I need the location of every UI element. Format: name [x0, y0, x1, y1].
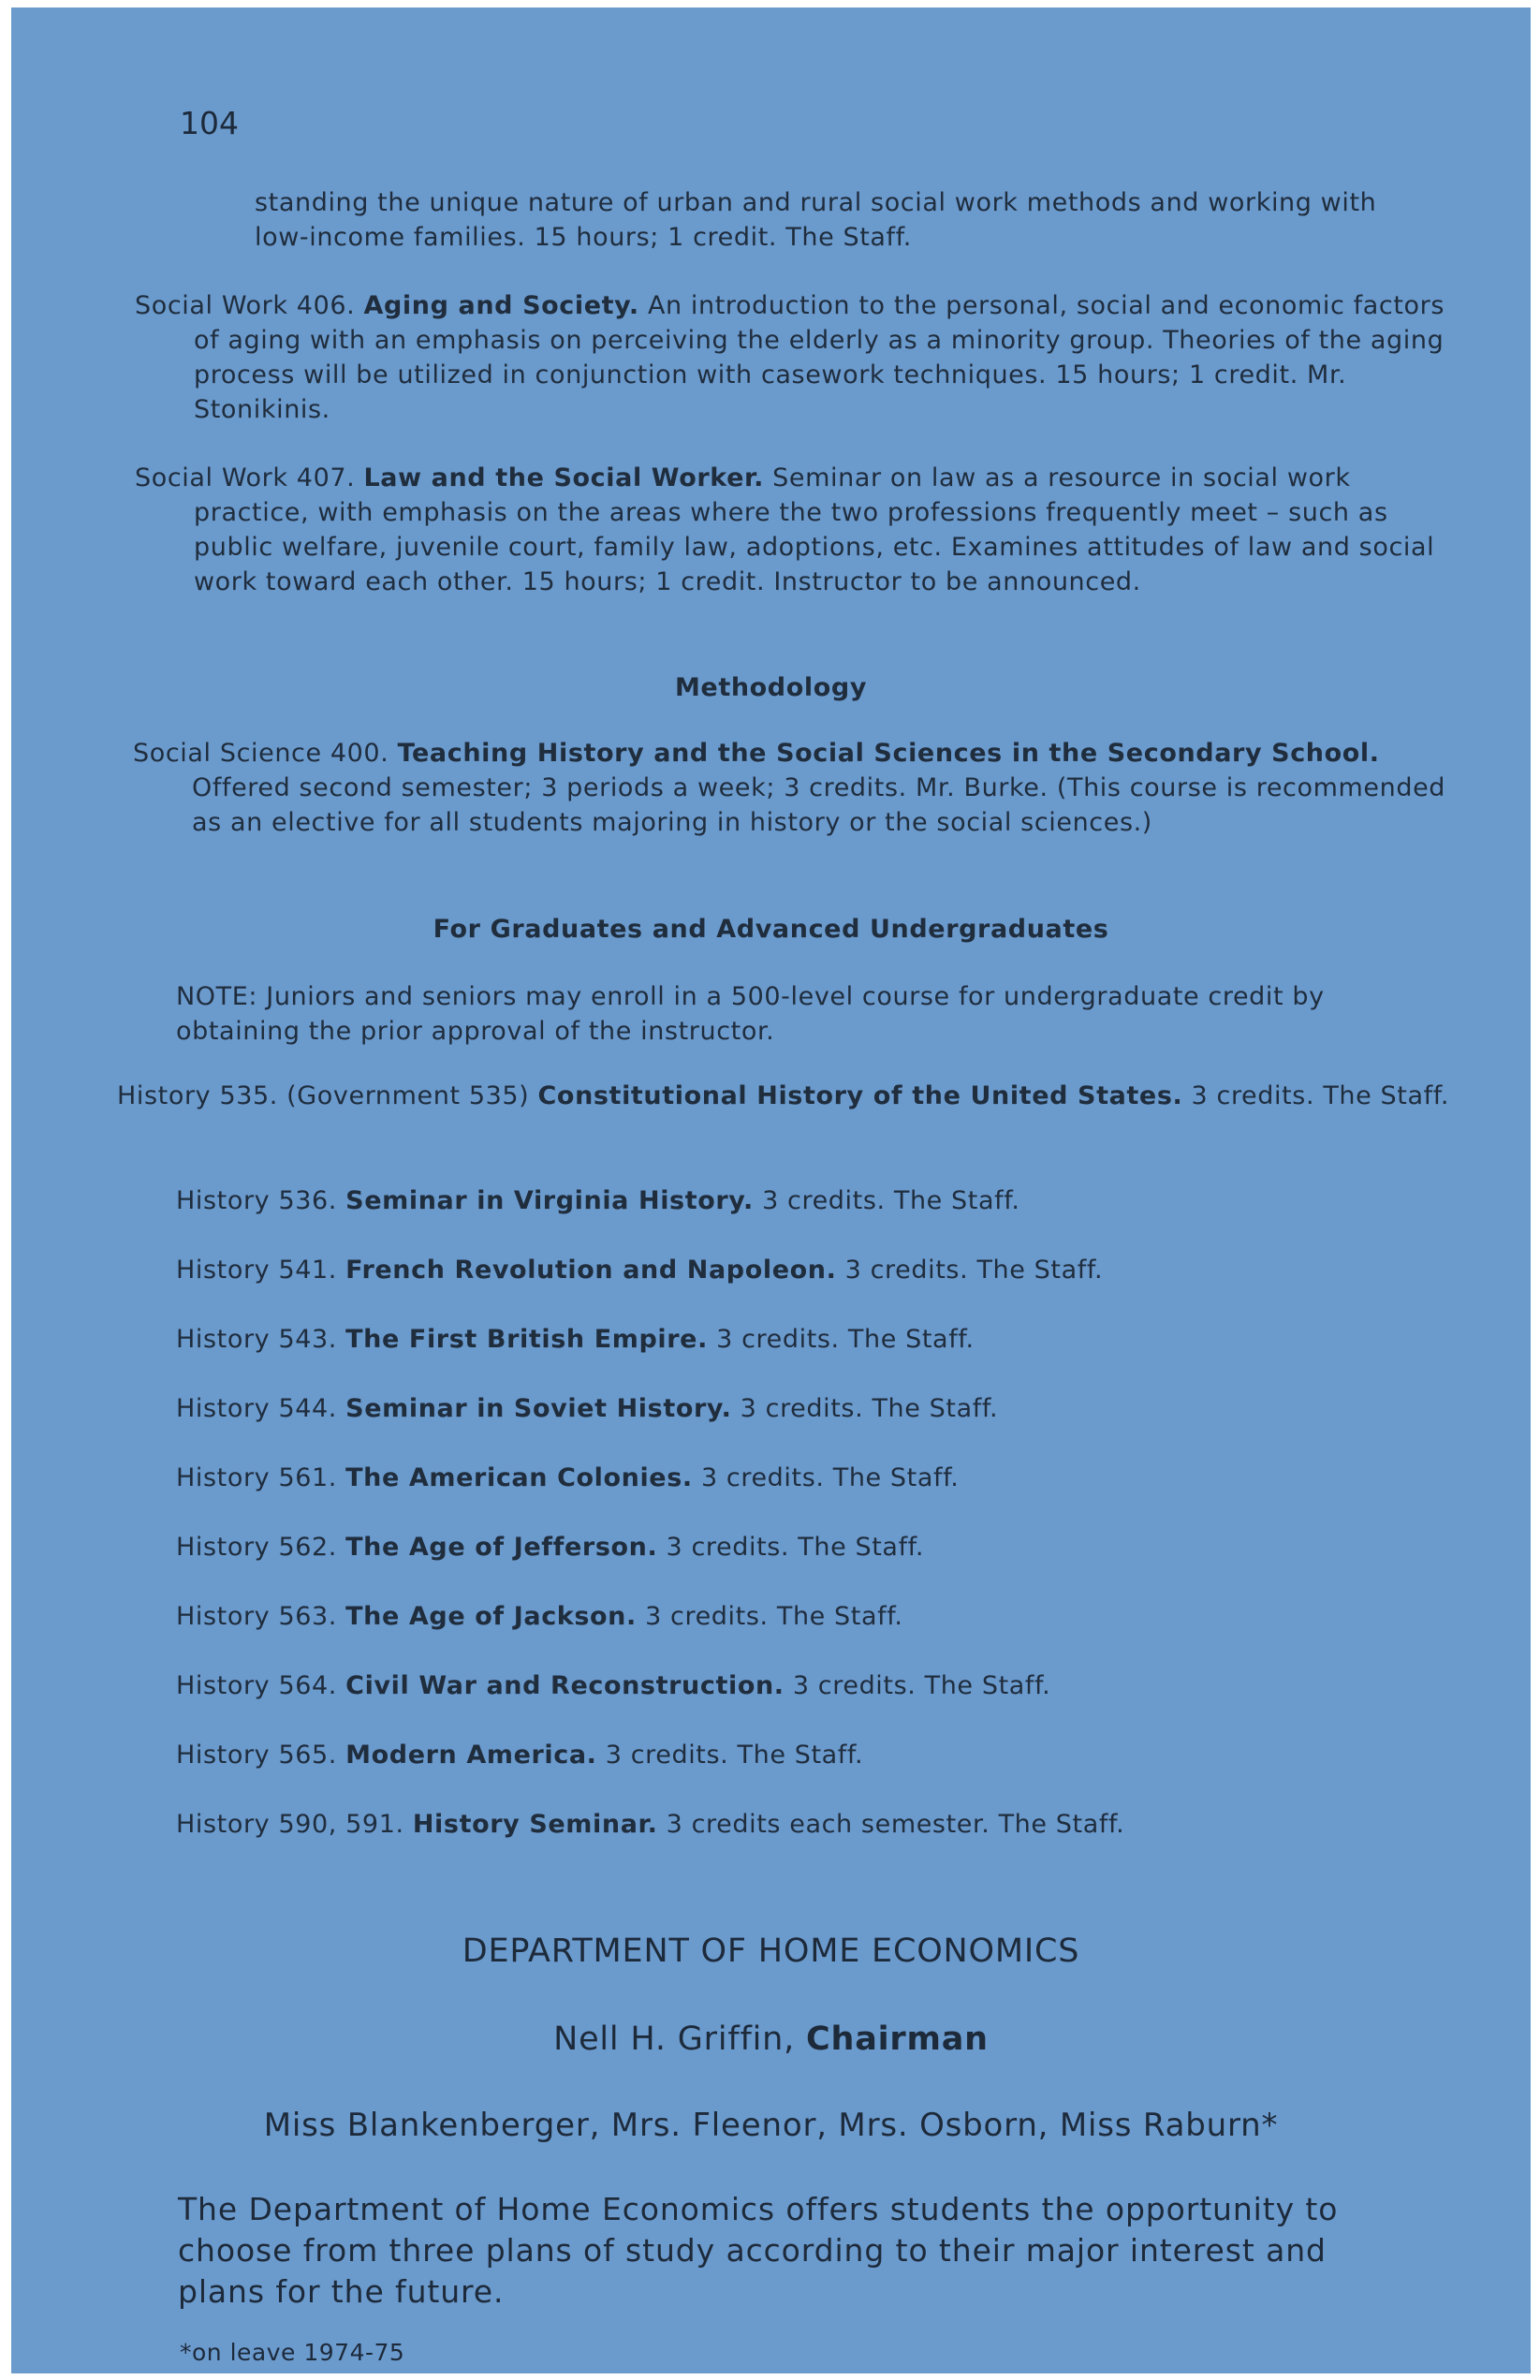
course-code: History 544. — [176, 1394, 337, 1423]
course-social-work-406 — [135, 288, 1465, 427]
page-number: 104 — [180, 105, 239, 141]
course-description: Offered second semester; 3 periods a week; 3 credits. Mr. Burke. (This course is recommended as an elective for all students majoring in history or the social sciences.) — [192, 773, 1446, 837]
course-title: Modern America. — [345, 1741, 597, 1770]
course-credits: 3 credits. The Staff. — [762, 1186, 1020, 1215]
course-title: Aging and Society. — [363, 291, 639, 320]
course-code: History 561. — [176, 1463, 337, 1492]
course-credits: 3 credits. The Staff. — [1191, 1081, 1450, 1110]
course-credits: 3 credits. The Staff. — [645, 1602, 903, 1631]
course-credits: 3 credits. The Staff. — [844, 1256, 1104, 1285]
course-credits: 3 credits. The Staff. — [605, 1741, 864, 1770]
course-title: Seminar in Soviet History. — [345, 1394, 732, 1423]
course-title: The Age of Jefferson. — [345, 1533, 658, 1562]
department-chair — [11, 2020, 1531, 2058]
course-description: Seminar on law as a resource in social work practice, with emphasis on the areas where the two professions frequently meet – such as public welfare, juvenile court, family law, adoptions, etc. Examines attitudes of law and social work toward each other. 15 hours; 1 credit. Instructor to be announced. — [194, 463, 1435, 596]
course-history-item — [176, 1738, 863, 1772]
methodology-heading: Methodology — [674, 673, 868, 702]
course-code: History 541. — [176, 1256, 337, 1285]
course-credits: 3 credits. The Staff. — [792, 1671, 1051, 1700]
course-title: Teaching History and the Social Sciences in the Secondary School. — [397, 739, 1380, 768]
course-title: The First British Empire. — [345, 1325, 708, 1354]
course-history-item — [176, 1668, 1050, 1703]
course-title: Civil War and Reconstruction. — [345, 1671, 785, 1700]
course-code: Social Work 406. — [135, 291, 356, 320]
catalog-page — [11, 7, 1531, 2373]
course-code: Social Work 407. — [135, 463, 356, 492]
course-code: History 536. — [176, 1186, 337, 1215]
graduate-heading: For Graduates and Advanced Undergraduates — [433, 915, 1109, 944]
course-code: History 562. — [176, 1533, 337, 1562]
department-title: DEPARTMENT OF HOME ECONOMICS — [462, 1932, 1080, 1970]
course-title: History Seminar. — [412, 1810, 658, 1839]
course-code: History 543. — [176, 1325, 337, 1354]
course-code: History 535. (Government 535) — [117, 1081, 530, 1110]
course-credits: 3 credits. The Staff. — [740, 1394, 999, 1423]
course-history-item — [176, 1322, 975, 1357]
course-history-item — [176, 1391, 998, 1426]
course-credits: 3 credits. The Staff. — [666, 1533, 924, 1562]
course-code: History 564. — [176, 1671, 337, 1700]
course-code: Social Science 400. — [133, 739, 389, 768]
course-credits: 3 credits. The Staff. — [716, 1325, 975, 1354]
course-credits: 3 credits. The Staff. — [700, 1463, 960, 1492]
course-history-item — [176, 1599, 903, 1634]
course-history-535 — [117, 1079, 1468, 1113]
course-code: History 590, 591. — [176, 1810, 404, 1839]
course-code: History 563. — [176, 1602, 337, 1631]
department-intro: The Department of Home Economics offers students the opportunity to choose from three plans of study according to their major interest and plans for the future. — [178, 2191, 1339, 2310]
course-title: Law and the Social Worker. — [363, 463, 764, 492]
course-code: History 565. — [176, 1741, 337, 1770]
course-title: Constitutional History of the United States. — [537, 1081, 1183, 1110]
course-history-item — [176, 1807, 1124, 1842]
course-title: The American Colonies. — [345, 1463, 693, 1492]
course-title: French Revolution and Napoleon. — [345, 1256, 837, 1285]
course-description: An introduction to the personal, social and economic factors of aging with an emphasis on perceiving the elderly as a minority group. Theories of the aging process will be utilized in conjunction with casework techniques. 15 hours; 1 credit. Mr. Stonikinis. — [194, 291, 1445, 424]
chair-name: Nell H. Griffin, — [553, 2020, 796, 2058]
footnote: *on leave 1974-75 — [180, 2339, 405, 2366]
course-history-item — [176, 1253, 1103, 1287]
note-paragraph: NOTE: Juniors and seniors may enroll in a 500-level course for undergraduate credit by obtaining the prior approval of the instructor. — [176, 982, 1325, 1046]
course-history-item — [176, 1461, 959, 1495]
chair-role: Chairman — [806, 2020, 989, 2058]
course-history-item — [176, 1530, 924, 1565]
course-title: Seminar in Virginia History. — [345, 1186, 754, 1215]
continuation-paragraph: standing the unique nature of urban and rural social work methods and working with low-income families. 15 hours; 1 credit. The Staff. — [255, 188, 1377, 252]
faculty-list: Miss Blankenberger, Mrs. Fleenor, Mrs. Osborn, Miss Raburn* — [263, 2107, 1279, 2144]
course-title: The Age of Jackson. — [345, 1602, 637, 1631]
course-history-item — [176, 1183, 1020, 1218]
course-social-work-407 — [135, 461, 1465, 599]
course-credits: 3 credits each semester. The Staff. — [666, 1810, 1125, 1839]
course-social-science-400 — [133, 736, 1465, 840]
